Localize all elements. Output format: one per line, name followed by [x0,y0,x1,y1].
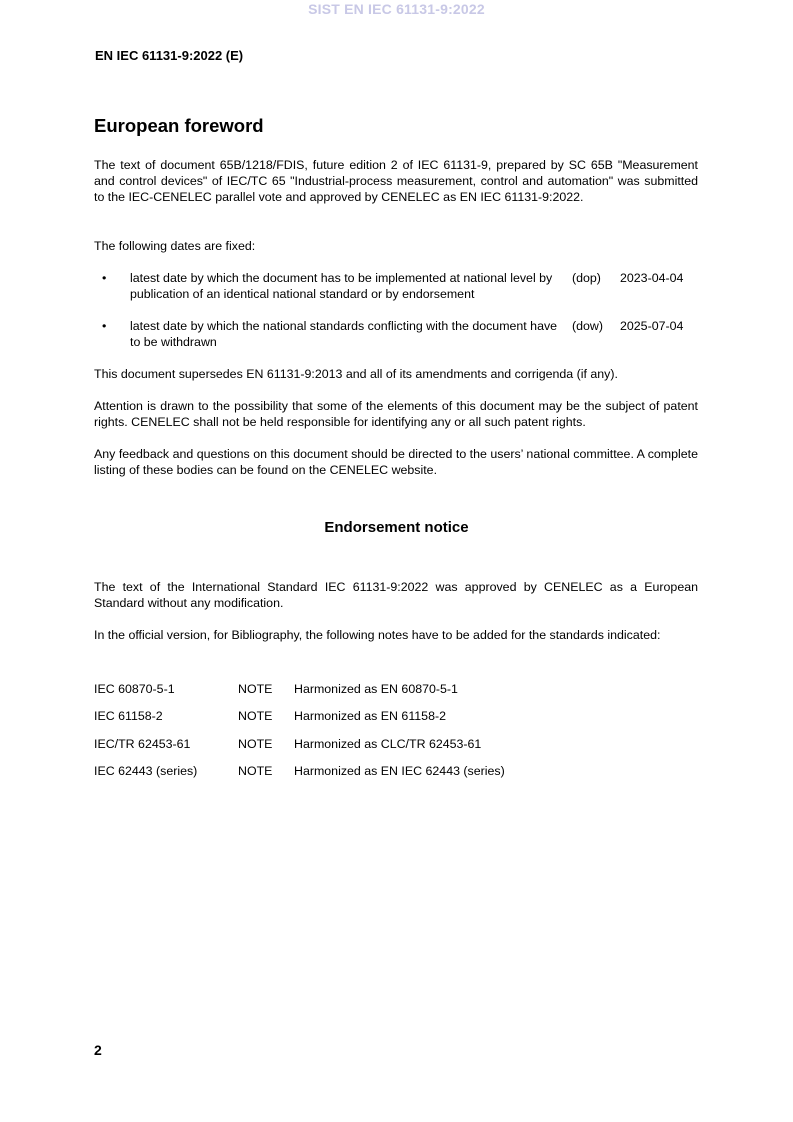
harmonized-text: Harmonized as EN IEC 62443 (series) [294,764,505,778]
harmonized-text: Harmonized as CLC/TR 62453-61 [294,737,482,751]
watermark: SIST EN IEC 61131-9:2022 [308,1,485,17]
note-label: NOTE [238,709,273,723]
standard-reference: IEC/TR 62453-61 [94,737,191,751]
dates-intro-paragraph: The following dates are fixed: [94,239,256,253]
date-value: 2025-07-04 [620,319,684,333]
harmonized-text: Harmonized as EN 60870-5-1 [294,682,458,696]
note-label: NOTE [238,764,273,778]
date-value: 2023-04-04 [620,271,684,285]
bibliography-note-row [94,708,698,724]
date-description: latest date by which the document has to be implemented at national level by publication of an identical national standard or by endorsement [130,271,553,301]
note-label: NOTE [238,737,273,751]
harmonized-text: Harmonized as EN 61158-2 [294,709,446,723]
supersedes-paragraph: This document supersedes EN 61131-9:2013 and all of its amendments and corrigenda (if any). [94,367,618,381]
bibliography-intro-paragraph: In the official version, for Bibliography, the following notes have to be added for the standards indicated: [94,628,661,642]
bullet-icon: • [102,319,107,333]
patent-paragraph: Attention is drawn to the possibility that some of the elements of this document may be the subject of patent rights. CENELEC shall not be held responsible for identifying any or all such patent rights. [94,399,698,429]
document-header: EN IEC 61131-9:2022 (E) [95,48,244,63]
standard-reference: IEC 61158-2 [94,709,163,723]
foreword-heading: European foreword [94,115,264,136]
date-description: latest date by which the national standards conflicting with the document have to be withdrawn [130,319,558,349]
standard-reference: IEC 62443 (series) [94,764,198,778]
bullet-icon: • [102,271,107,285]
note-label: NOTE [238,682,273,696]
feedback-paragraph: Any feedback and questions on this document should be directed to the users’ national committee. A complete listing of these bodies can be found on the CENELEC website. [94,447,698,477]
date-abbreviation: (dow) [572,319,603,333]
foreword-intro-paragraph: The text of document 65B/1218/FDIS, future edition 2 of IEC 61131-9, prepared by SC 65B "Measurement and control devices" of IEC/TC 65 "Industrial-process measurement, control and automation" was submitted to the IEC-CENELEC parallel vote and approved by CENELEC as EN IEC 61131-9:2022. [94,158,698,204]
endorsement-heading: Endorsement notice [324,519,469,536]
bibliography-note-row [94,763,698,779]
bibliography-note-row [94,736,698,752]
page-number: 2 [94,1042,102,1058]
standard-reference: IEC 60870-5-1 [94,682,175,696]
bibliography-note-row [94,681,698,697]
endorsement-paragraph: The text of the International Standard IEC 61131-9:2022 was approved by CENELEC as a European Standard without any modification. [94,580,698,610]
date-abbreviation: (dop) [572,271,601,285]
